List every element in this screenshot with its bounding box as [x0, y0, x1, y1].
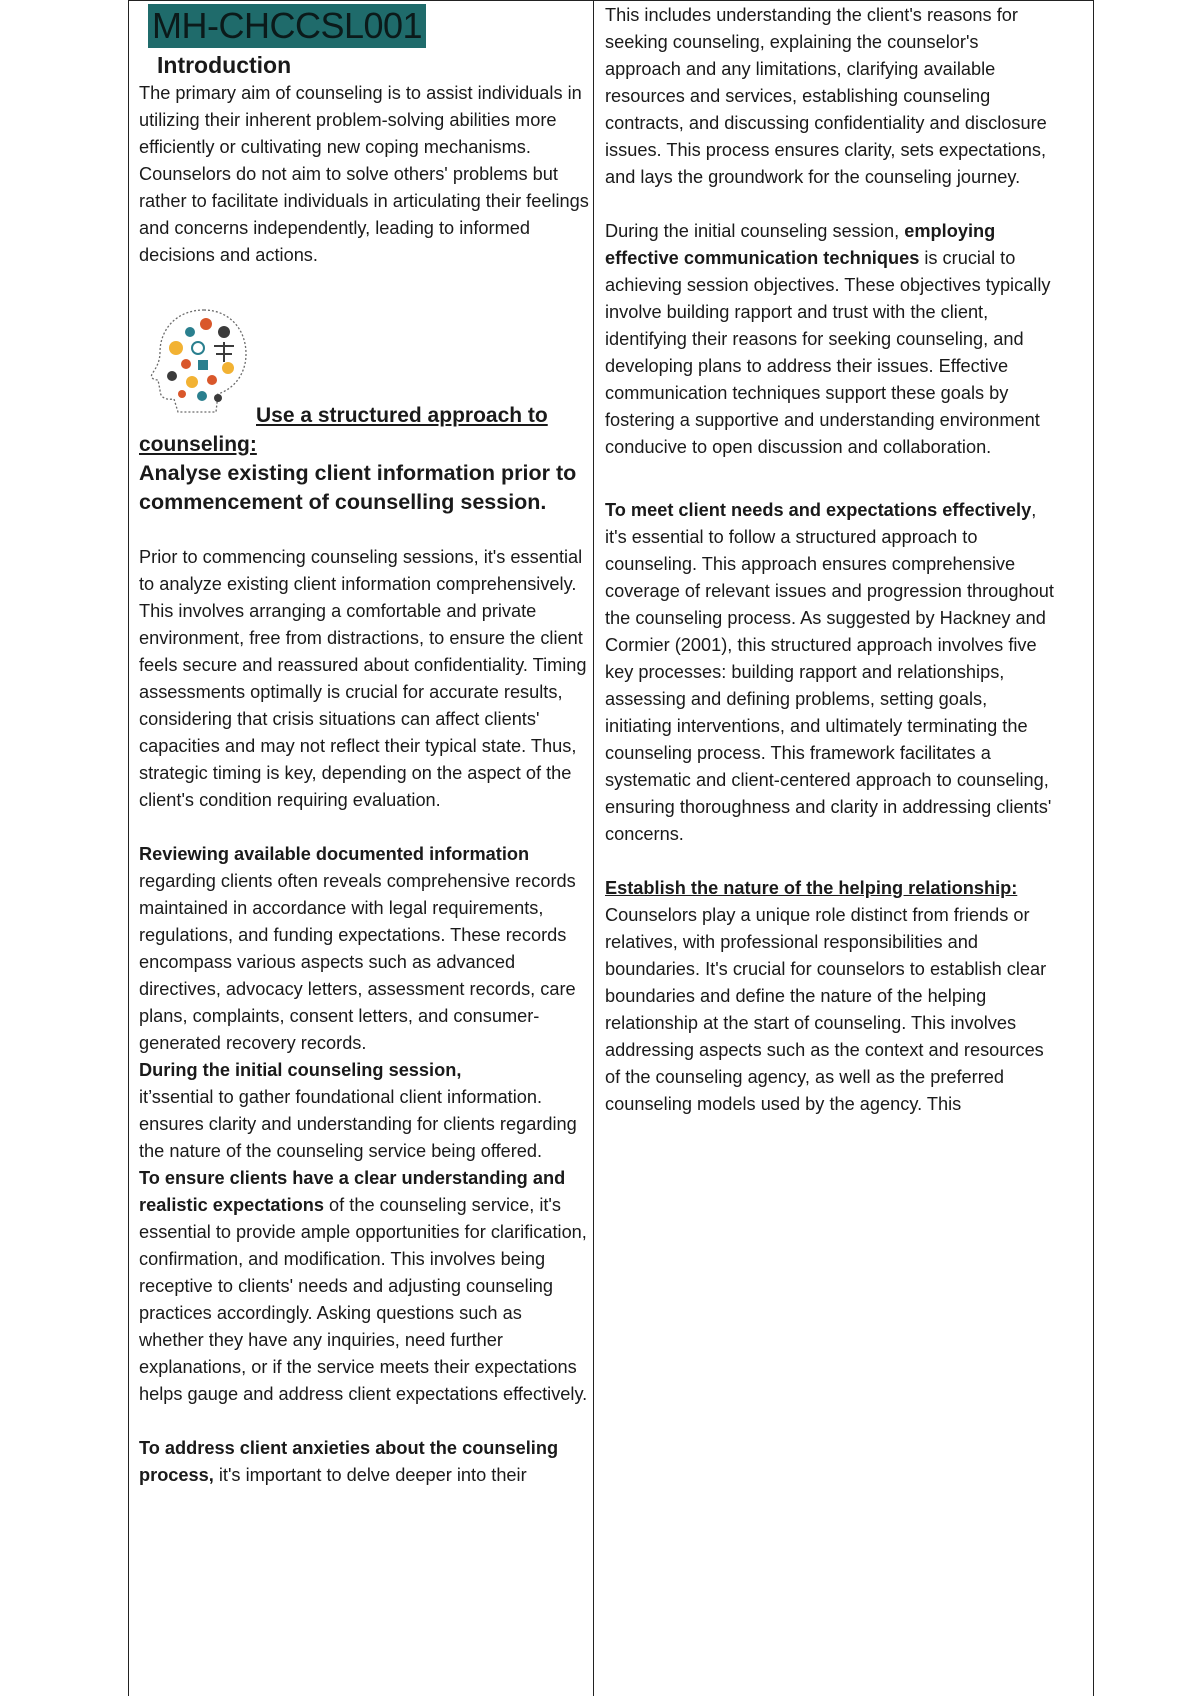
- meet-bold: To meet client needs and expectations effectively: [605, 500, 1032, 520]
- during-paragraph: [139, 1057, 589, 1111]
- ensure-paragraph: [139, 1165, 589, 1408]
- communication-bold: employing effective communication techniques: [605, 221, 996, 268]
- introduction-heading: Introduction: [157, 52, 292, 78]
- during-bold: During the initial counseling session,: [139, 1060, 462, 1080]
- establish-heading: Establish the nature of the helping relationship:: [605, 878, 1018, 898]
- communication-post: is crucial to achieving session objectives. These objectives typically involve building rapport and trust with the client, identifying their reasons for seeking counseling, and developing plans to address their issues. Effective communication techniques support these goals by fostering a supportive and understanding environment conducive to open discussion and collaboration.: [605, 248, 1051, 457]
- anxieties-bold: To address client anxieties about the counseling process,: [139, 1438, 559, 1485]
- anxieties-paragraph: [139, 1435, 589, 1489]
- ensure-bold: To ensure clients have a clear understanding and realistic expectations: [139, 1168, 566, 1215]
- column-divider: [593, 0, 594, 1696]
- intro-paragraph: The primary aim of counseling is to assist individuals in utilizing their inherent problem-solving abilities more efficiently or cultivating new coping mechanisms. Counselors do not aim to solve others' problems but rather to facilitate individuals in articulating their feelings and concerns independently, leading to informed decisions and actions.: [139, 83, 589, 265]
- ensure-text: of the counseling service, it's essential to provide ample opportunities for clarification, confirmation, and modification. This involves being receptive to clients' needs and adjusting counseling practices accordingly. Asking questions such as whether they have any inquiries, need further explanations, or if the service meets their expectations helps gauge and address client expectations effectively.: [139, 1195, 588, 1404]
- ensures-paragraph: ensures clarity and understanding for clients regarding the nature of the counseling service being offered.: [139, 1114, 577, 1161]
- reviewing-paragraph: [139, 841, 589, 1057]
- establish-paragraph: Counselors play a unique role distinct from friends or relatives, with professional responsibilities and boundaries. It's crucial for counselors to establish clear boundaries and define the nature of the helping relationship at the start of counseling. This involves addressing aspects such as the context and resources of the counseling agency, as well as the preferred counseling models used by the agency. This: [605, 905, 1047, 1114]
- structured-approach-heading: [256, 401, 548, 430]
- reviewing-bold: Reviewing available documented information: [139, 844, 530, 864]
- during-text: it’ssential to gather foundational client information.: [139, 1087, 543, 1107]
- analyse-heading: Analyse existing client information prior to commencement of counselling session.: [139, 461, 577, 514]
- structured-heading-part2: counseling:: [139, 433, 257, 456]
- communication-paragraph: [605, 218, 1055, 461]
- anxieties-text: it's important to delve deeper into their: [213, 1465, 527, 1485]
- structured-paragraph: [605, 497, 1055, 848]
- unit-code-banner: MH-CHCCSL001: [148, 4, 426, 48]
- left-column: [139, 0, 589, 1489]
- structured-heading-part1: Use a structured approach to: [256, 404, 548, 427]
- right-column: [605, 2, 1055, 1118]
- head-brain-icon: [146, 302, 256, 422]
- reviewing-text: regarding clients often reveals comprehensive records maintained in accordance with legal requirements, regulations, and funding expectations. These records encompass various aspects such as advanced directives, advocacy letters, assessment records, care plans, complaints, consent letters, and consumer-generated recovery records.: [139, 871, 576, 1053]
- meet-text: , it's essential to follow a structured approach to counseling. This approach ensures comprehensive coverage of relevant issues and progression throughout the counseling process. As suggested by Hackney and Cormier (2001), this structured approach involves five key processes: building rapport and relationships, assessing and defining problems, setting goals, initiating interventions, and ultimately terminating the counseling process. This framework facilitates a systematic and client-centered approach to counseling, ensuring thoroughness and clarity in addressing clients' concerns.: [605, 500, 1054, 844]
- includes-paragraph: This includes understanding the client's reasons for seeking counseling, explaining the counselor's approach and any limitations, clarifying available resources and services, establishing counseling contracts, and discussing confidentiality and disclosure issues. This process ensures clarity, sets expectations, and lays the groundwork for the counseling journey.: [605, 5, 1047, 187]
- communication-pre: During the initial counseling session,: [605, 221, 905, 241]
- prior-paragraph: Prior to commencing counseling sessions, it's essential to analyze existing client information comprehensively. This involves arranging a comfortable and private environment, free from distractions, to ensure the client feels secure and reassured about confidentiality. Timing assessments optimally is crucial for accurate results, considering that crisis situations can affect clients' capacities and may not reflect their typical state. Thus, strategic timing is key, depending on the aspect of the client's condition requiring evaluation.: [139, 547, 587, 810]
- heading-with-illustration: [139, 302, 589, 427]
